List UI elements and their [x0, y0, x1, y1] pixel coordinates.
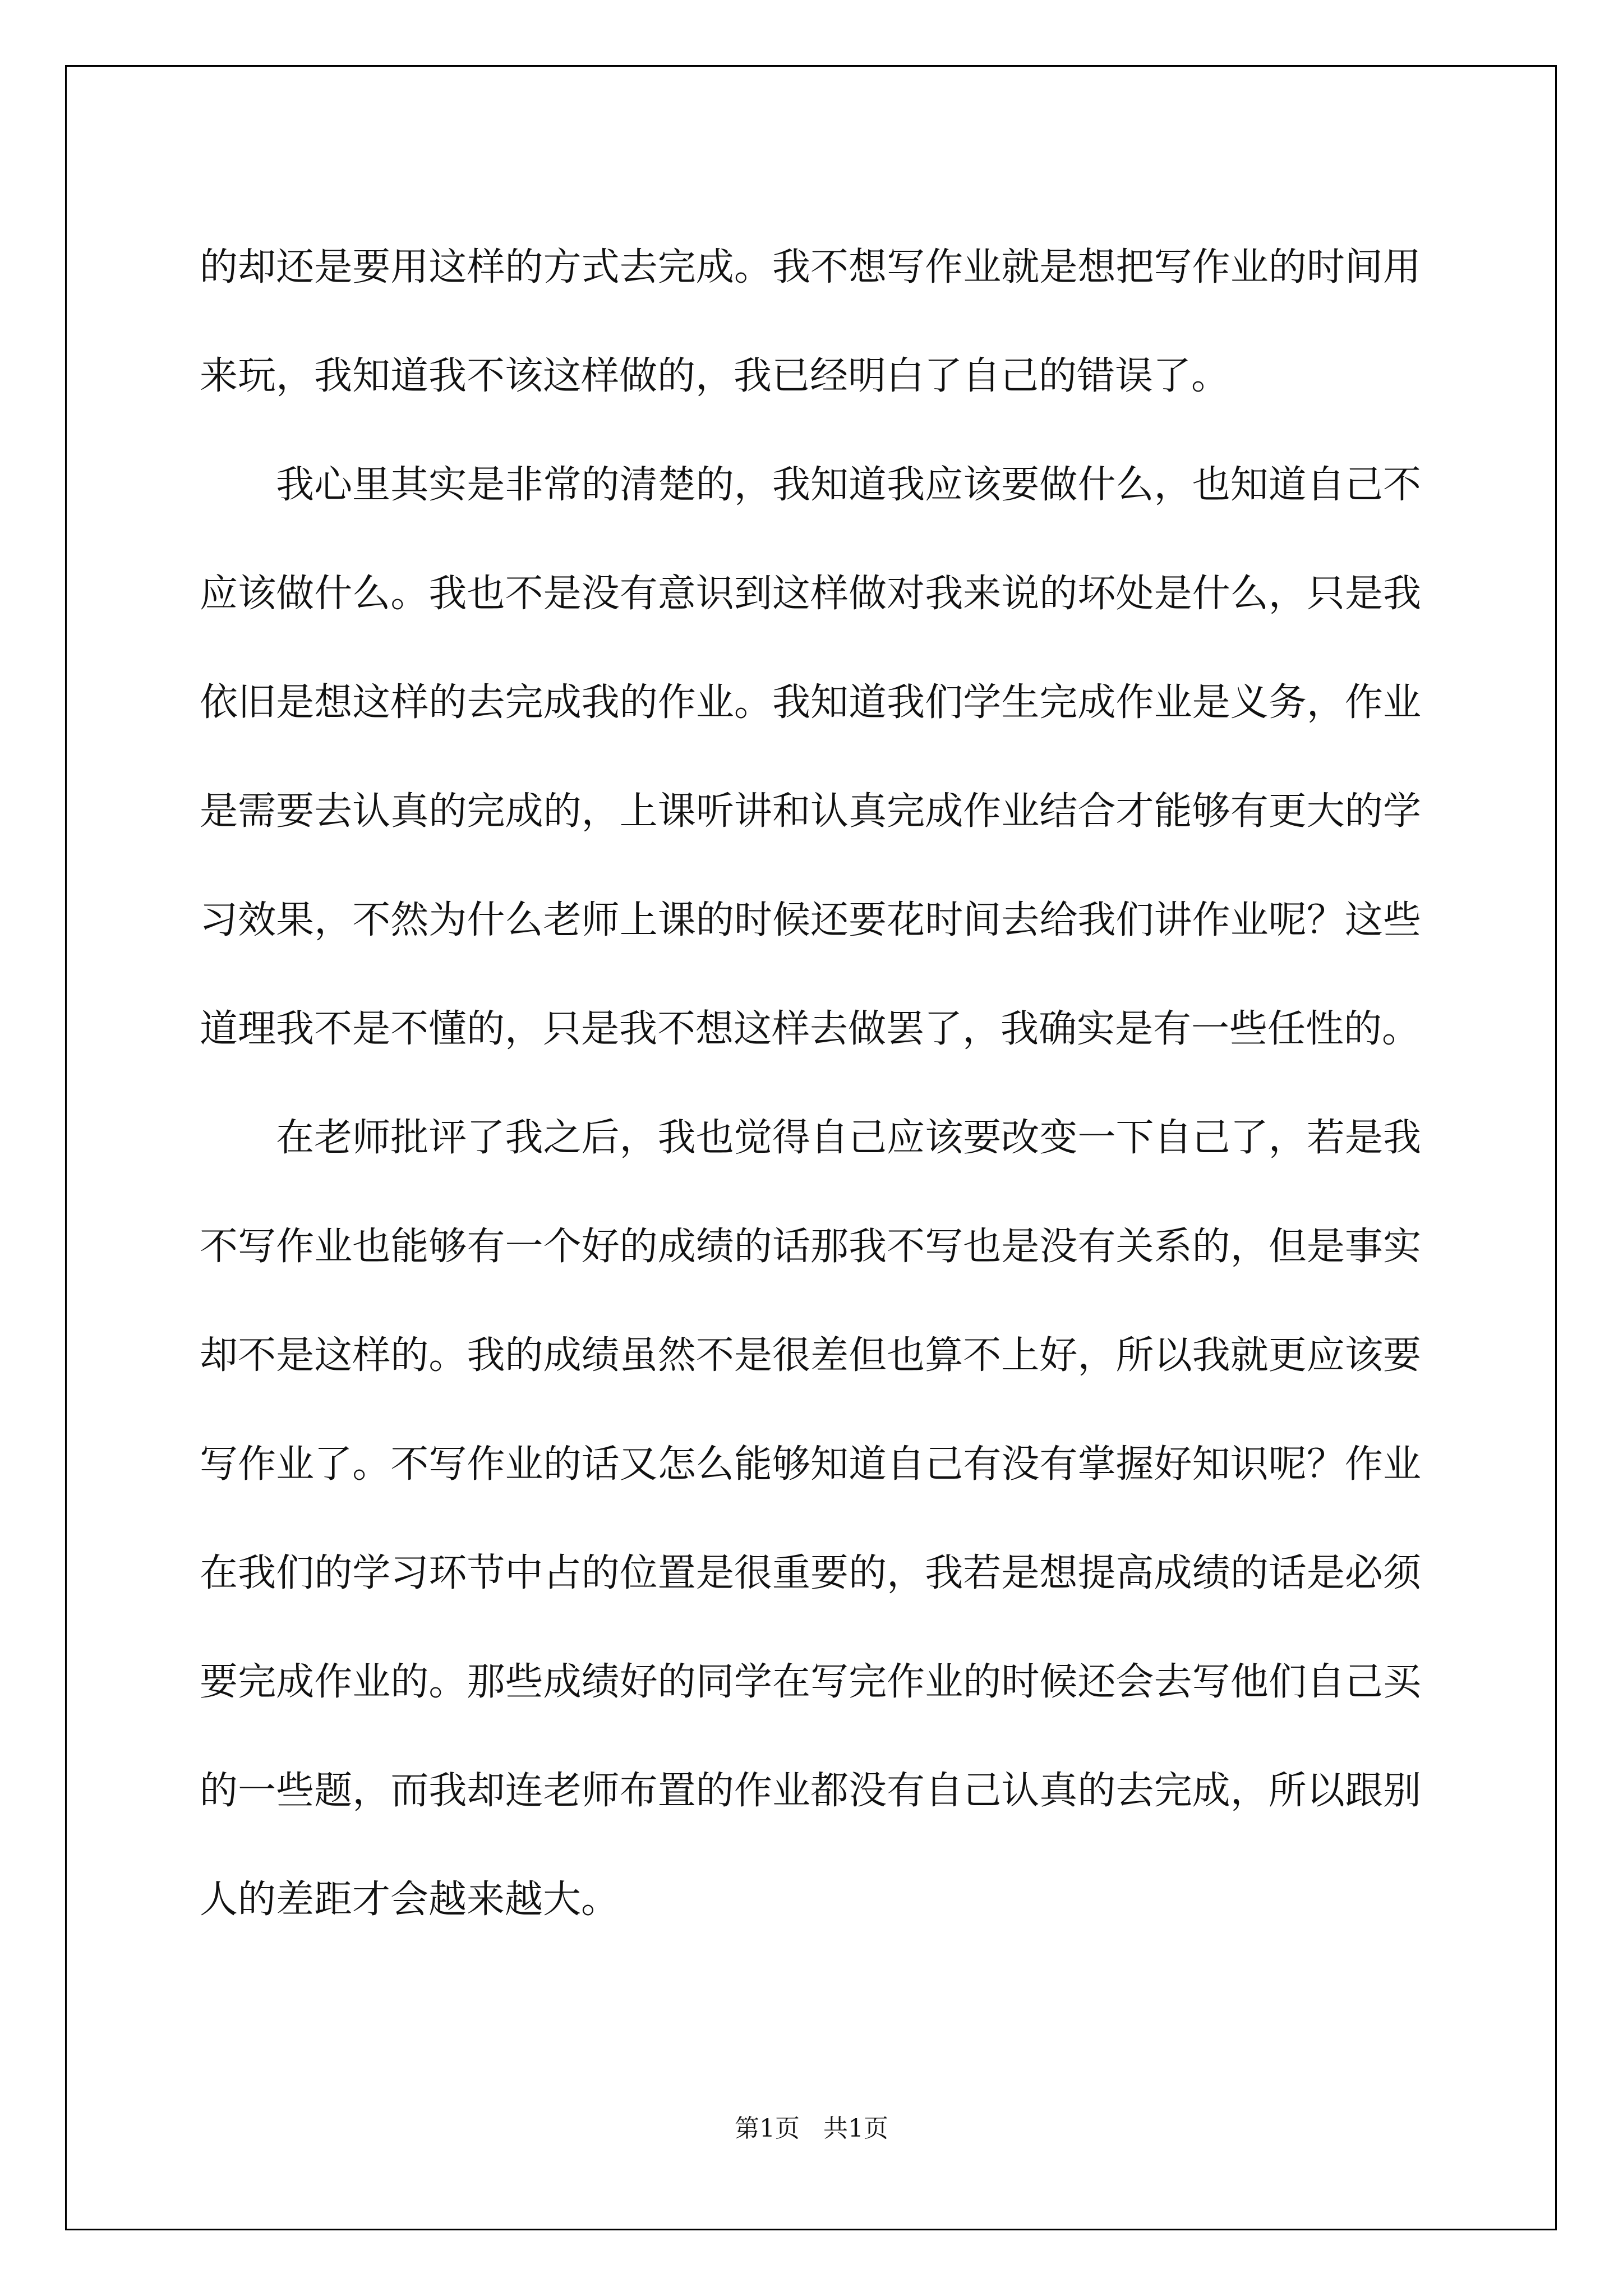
paragraph-1: 的却还是要用这样的方式去完成。我不想写作业就是想把写作业的时间用来玩，我知道我不该这样做的，我已经明白了自己的错误了。 — [200, 245, 1421, 398]
paragraph-3: 在老师批评了我之后，我也觉得自己应该要改变一下自己了，若是我不写作业也能够有一个好的成绩的话那我不写也是没有关系的，但是事实却不是这样的。我的成绩虽然不是很差但也算不上好，所以我就更应该要写作业了。不写作业的话又怎么能够知道自己有没有掌握好知识呢？作业在我们的学习环节中占的位置是很重要的，我若是想提高成绩的话是必须要完成作业的。那些成绩好的同学在写完作业的时候还会去写他们自己买的一些题，而我却连老师布置的作业都没有自己认真的去完成，所以跟别人的差距才会越来越大。 — [200, 1116, 1421, 1922]
page-footer — [0, 2112, 1623, 2146]
document-body — [200, 213, 1421, 1954]
paragraph-2: 我心里其实是非常的清楚的，我知道我应该要做什么，也知道自己不应该做什么。我也不是没有意识到这样做对我来说的坏处是什么，只是我依旧是想这样的去完成我的作业。我知道我们学生完成作业是义务，作业是需要去认真的完成的，上课听讲和认真完成作业结合才能够有更大的学习效果，不然为什么老师上课的时候还要花时间去给我们讲作业呢？这些道理我不是不懂的，只是我不想这样去做罢了，我确实是有一些任性的。 — [200, 463, 1421, 1051]
page-total: 共1页 — [823, 2114, 888, 2143]
page-number: 第1页 — [735, 2114, 800, 2143]
